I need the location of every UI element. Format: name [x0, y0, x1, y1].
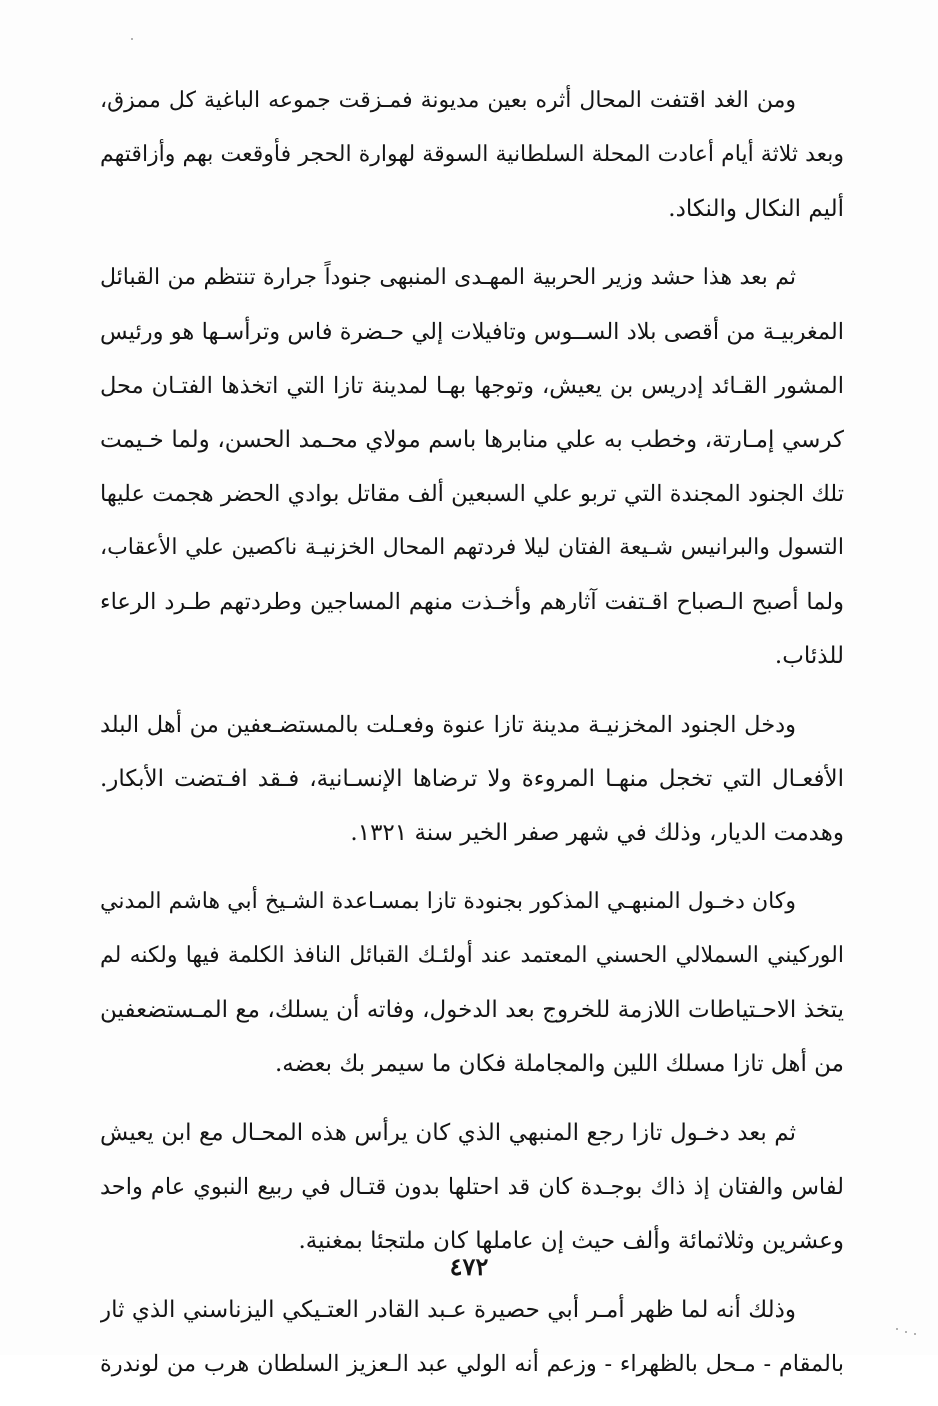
text-line: وهدمت الديار، وذلك في شهر صفر الخير سنة ١٣٢١.: [350, 820, 844, 846]
text-line: وكان دخـول المنبهـي المذكور بجنودة تازا بمسـاعدة الشـيخ أبي هاشم المدني: [100, 889, 796, 914]
scan-speck: [896, 1328, 898, 1330]
text-line: تلك الجنود المجندة التي تربو علي السبعين ألف مقاتل بوادي الحضر هجمت عليها: [100, 481, 844, 507]
body-text: [100, 74, 844, 1406]
paragraph: [100, 1283, 844, 1391]
text-line: لفاس والفتان إذ ذاك بوجـدة كان قد احتلها بدون قتـال في ربيع النبوي عام واحد: [100, 1174, 844, 1200]
text-line: من أهل تازا مسلك اللين والمجاملة فكان ما سيمر بك بعضه.: [275, 1051, 844, 1077]
text-line: بالمقام - مـحل بالظهراء - وزعم أنه الولي عبد الـعزيز السلطان هرب من لوندرة: [100, 1351, 844, 1377]
scan-speck: [914, 1333, 916, 1335]
page-number: ٤٧٢: [449, 1252, 489, 1281]
text-line: ومن الغد اقتفت المحال أثره بعين مديونة فمـزقت جموعه الباغية كل ممزق،: [100, 88, 796, 113]
scan-speck: [905, 1331, 907, 1333]
text-line: يتخذ الاحـتياطات اللازمة للخروج بعد الدخول، وفاته أن يسلك، مع المـستضعفين: [100, 997, 844, 1023]
text-line: المشور القـائد إدريس بن يعيش، وتوجها بهـا لمدينة تازا التي اتخذها الفتـان محل: [100, 373, 844, 399]
paragraph: [100, 251, 844, 683]
text-line: وعشرين وثلاثمائة وألف حيث إن عاملها كان ملتجئا بمغنية.: [298, 1228, 844, 1254]
paragraph: [100, 698, 844, 860]
text-line: وذلك أنه لما ظهر أمـر أبي حصيرة عـبد القادر العتـيكي اليزناسني الذي ثار: [100, 1297, 796, 1323]
text-line: أليم النكال والنكاد.: [668, 196, 844, 222]
text-line: المغربيـة من أقصى بلاد الســوس وتافيلات إلي حـضرة فاس وترأسـها هو ورئيس: [100, 319, 844, 345]
text-line: ثم بعد هذا حشد وزير الحربية المهـدى المنبهى جنوداً جرارة تنتظم من القبائل: [100, 265, 796, 290]
text-line: ودخل الجنود المخزنيـة مدينة تازا عنوة وفعـلت بالمستضـعفين من أهل البلد: [100, 712, 796, 738]
paragraph: [100, 74, 844, 236]
text-line: ثم بعد دخـول تازا رجع المنبهي الذي كان يرأس هذه المحـال مع ابن يعيش: [100, 1120, 796, 1146]
paragraph: [100, 875, 844, 1091]
text-line: التسول والبرانيس شـيعة الفتان ليلا فردتهم المحال الخزنيـة ناكصين علي الأعقاب،: [100, 535, 844, 560]
text-line: وبعد ثلاثة أيام أعادت المحلة السلطانية السوقة لهوارة الحجر فأوقعت بهم وأزاقتهم: [100, 142, 844, 167]
paragraph: [100, 1106, 844, 1268]
text-line: للذئاب.: [774, 643, 844, 669]
scan-speck: [131, 38, 133, 40]
text-line: الوركيني السملالي الحسني المعتمد عند أولئـك القبائل النافذ الكلمة فيها ولكنه لم: [100, 943, 844, 968]
text-line: كرسي إمـارتة، وخطب به علي منابرها باسم مولاي محـمد الحسن، ولما خـيمت: [100, 427, 844, 453]
text-line: ولما أصبح الـصباح اقـتفت آثارهم وأخـذت منهم المساجين وطردتهم طـرد الرعاء: [100, 589, 844, 615]
text-line: الأفعـال التي تخجل منهـا المروءة ولا ترضاها الإنسـانية، فـقد افـتضت الأبكار.: [100, 766, 844, 792]
